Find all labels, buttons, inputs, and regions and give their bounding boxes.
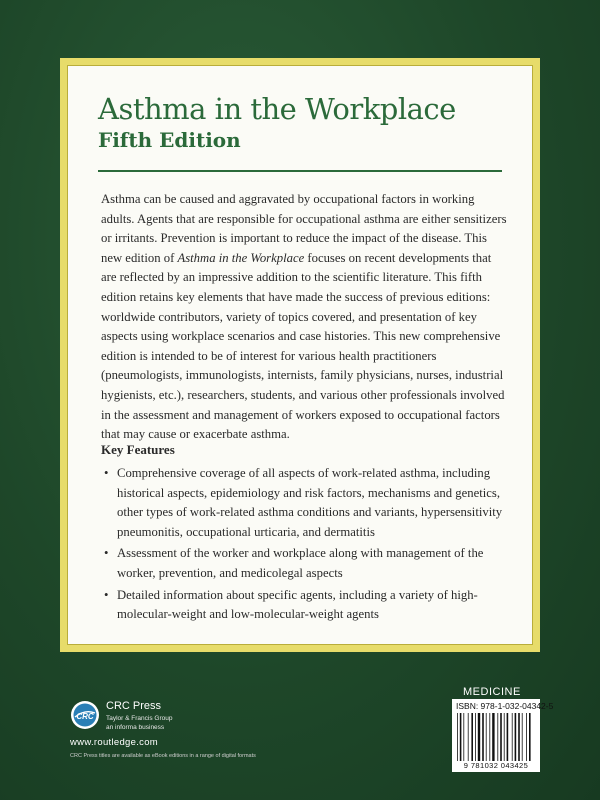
barcode-bar <box>507 713 509 761</box>
key-features-list <box>101 464 511 627</box>
key-feature-text: Assessment of the worker and workplace along with management of the worker, prevention, and medicolegal aspects <box>117 546 484 580</box>
barcode-bar <box>497 713 498 761</box>
crc-press-logo-icon <box>70 700 100 730</box>
barcode-bar <box>475 713 476 761</box>
ebook-note: CRC Press titles are available as eBook editions in a range of digital formats <box>70 753 256 759</box>
key-features-heading: Key Features <box>101 442 175 457</box>
barcode-bar <box>512 713 513 761</box>
title-divider <box>98 170 502 172</box>
barcode-digits: 9 781032 043425 <box>463 761 529 770</box>
barcode-bar <box>489 713 490 761</box>
barcode-bar <box>526 713 527 761</box>
barcode-bar <box>457 713 458 761</box>
key-feature-item <box>101 464 511 542</box>
barcode-icon <box>456 713 536 761</box>
book-edition: Fifth Edition <box>98 128 241 152</box>
publisher-name: CRC Press <box>106 700 162 712</box>
key-feature-item <box>101 586 511 625</box>
description-frame <box>60 58 540 652</box>
bullet-icon: • <box>104 546 109 561</box>
publisher-group: Taylor & Francis Group <box>106 715 173 722</box>
barcode-bar <box>504 713 505 761</box>
barcode-bar <box>500 713 502 761</box>
barcode-bar <box>460 713 462 761</box>
barcode-bar <box>478 713 480 761</box>
barcode-bar <box>471 713 473 761</box>
description-italic-title: Asthma in the Workplace <box>177 250 305 265</box>
bullet-icon: • <box>104 466 109 480</box>
barcode-bar <box>486 713 487 761</box>
barcode-bar <box>463 713 464 761</box>
barcode-bar <box>482 713 484 761</box>
book-title: Asthma in the Workplace <box>98 92 456 126</box>
barcode-bar <box>492 713 494 761</box>
barcode-bar <box>515 713 517 761</box>
description-part-1: Asthma can be caused and aggravated by occupational factors in working adults. Agents that are responsible for occupational asthma are either sensitizers or irritants. Prevention is important to reduce the impact of the disease. This new edition of <box>101 192 507 265</box>
bullet-icon: • <box>104 587 109 602</box>
book-description <box>101 190 507 445</box>
barcode-bar <box>518 713 520 761</box>
description-panel <box>67 65 533 645</box>
publisher-tagline: an informa business <box>106 724 165 731</box>
barcode-bar <box>522 713 523 761</box>
publisher-website: www.routledge.com <box>70 737 158 748</box>
barcode-bar <box>529 713 531 761</box>
key-feature-text: Comprehensive coverage of all aspects of work-related asthma, including historical aspects, epidemiology and risk factors, mechanisms and genetics, other types of work-related asthma conditions and variants, hypersensitivity pneumonitis, occupational urticaria, and dermatitis <box>117 466 503 539</box>
key-feature-text: Detailed information about specific agents, including a variety of high-molecular-weight and low-molecular-weight agents <box>117 587 478 622</box>
barcode-block <box>452 699 554 772</box>
isbn-text: ISBN: 978-1-032-04342-5 <box>456 701 554 711</box>
key-feature-item <box>101 544 511 583</box>
crc-logo-text: CRC <box>76 712 94 721</box>
barcode-bar <box>468 713 469 761</box>
subject-category: MEDICINE <box>463 686 521 698</box>
description-part-2: focuses on recent developments that are reflected by an impressive addition to the scientific literature. This fifth edition retains key elements that have made the success of previous editions: worldwide contributors, variety of topics covered, and presentation of key aspects using workplace scenarios and case histories. This new comprehensive edition is intended to be of interest for various health practitioners (pneumologists, immunologists, internists, family physicians, nurses, industrial hygienists, etc.), researchers, students, and various other professionals involved in the assessment and management of workers exposed to occupational factors that may cause or exacerbate asthma. <box>101 250 505 442</box>
